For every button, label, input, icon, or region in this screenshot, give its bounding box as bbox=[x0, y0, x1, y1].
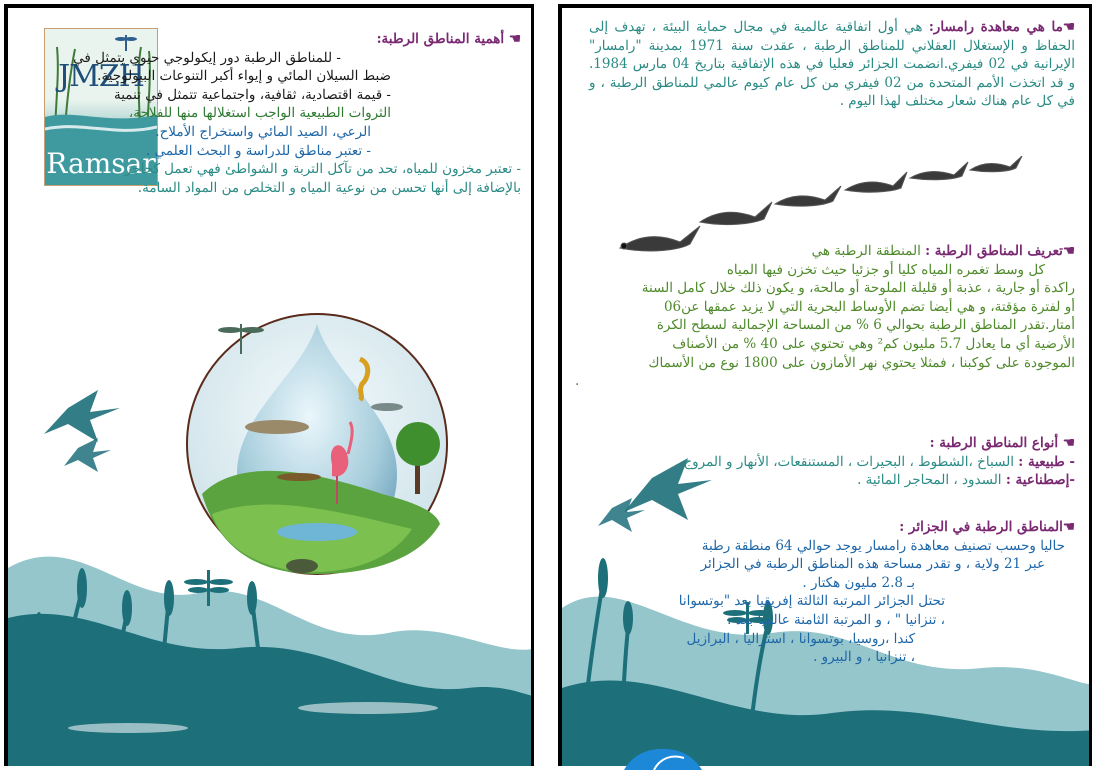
logo-top-text: JMZH bbox=[58, 59, 144, 94]
hand-pointer-icon: ☚ bbox=[1062, 519, 1075, 535]
algeria-line: عبر 21 ولاية ، و تقدر مساحة هذه المناطق الرطبة في الجزائر bbox=[700, 556, 1045, 573]
algeria-line: بـ 2.8 مليون هكتار . bbox=[802, 574, 915, 591]
ramsar-text: هي أول اتفاقية عالمية في مجال حماية البيئة ، تهدف إلى الحفاظ و الإستغلال العقلاني للمناطق الرطبة ، عقدت سنة 1971 بمدينة "رامسار" الإيرانية في 02 فيفري.انضمت الجزائر فعليا في هذه الإتفاقية بتاريخ 04 مارس 1984. و قد اتخذت الأمم المتحدة من 02 فيفري من كل عام كيوم عالمي للمناطق الرطبة ، و في كل عام هناك شعار مختلف لهذا اليوم . bbox=[589, 19, 1075, 110]
definition-line: أمتار.تقدر المناطق الرطبة بحوالي 6 % من المساحة الإجمالية لسطح الكرة bbox=[656, 317, 1075, 334]
logo-bottom-text: Ramsar bbox=[46, 147, 156, 180]
types-heading: أنواع المناطق الرطبة : bbox=[929, 435, 1059, 451]
importance-line: - للمناطق الرطبة دور إيكولوجي حيوي يتمثل في bbox=[73, 49, 341, 66]
importance-line: الثروات الطبيعية الواجب استغلالها منها للفلاحة، bbox=[128, 105, 391, 122]
natural-label: - طبيعية : bbox=[1018, 453, 1075, 470]
ramsar-heading: ما هي معاهدة رامسار: bbox=[928, 19, 1063, 35]
importance-heading: أهمية المناطق الرطبة: bbox=[376, 31, 505, 47]
definition-heading: تعريف المناطق الرطبة : bbox=[925, 243, 1063, 259]
definition-section bbox=[575, 242, 1075, 391]
definition-line: الموجودة على كوكبنا ، فمثلا يحتوي نهر الأمازون على 1800 نوع من الأسماك bbox=[648, 354, 1075, 371]
artificial-label: -إصطناعية : bbox=[1005, 472, 1075, 489]
algeria-line: تحتل الجزائر المرتبة الثالثة إفريقيا بعد "بوتسوانا bbox=[678, 593, 945, 610]
definition-line: الأرضية أي ما يعادل 5.7 مليون كم² وهي تحتوي على 40 % من الأصناف bbox=[672, 335, 1075, 352]
algeria-line: كندا ،روسيا، بوتسوانا ، استراليا ، البرازيل bbox=[686, 630, 915, 647]
algeria-line: ، تنزانيا " ، و المرتبة الثامنة عالميا بعد : bbox=[727, 611, 945, 628]
hand-pointer-icon: ☚ bbox=[1062, 243, 1075, 259]
natural-text: السباخ ،الشطوط ، البحيرات ، المستنقعات، الأنهار و المروج . bbox=[674, 453, 1014, 470]
importance-section bbox=[41, 30, 521, 197]
importance-line: الرعي، الصيد المائي واستخراج الأملاح. bbox=[155, 123, 371, 140]
artificial-text: السدود ، المحاجر المائية . bbox=[857, 472, 1002, 489]
algeria-line: حاليا وحسب تصنيف معاهدة رامسار يوجد حوالي 64 منطقة رطبة bbox=[701, 537, 1065, 554]
importance-line: - قيمة اقتصادية، ثقافية، واجتماعية تتمثل في تنمية bbox=[113, 86, 391, 103]
blue-bird-icon bbox=[624, 746, 704, 770]
hand-pointer-icon: ☚ bbox=[1058, 435, 1075, 451]
definition-intro: المنطقة الرطبة هي bbox=[811, 243, 921, 259]
hand-pointer-icon: ☚ bbox=[1062, 19, 1075, 35]
wetland-globe-illustration bbox=[182, 304, 452, 584]
definition-line: كل وسط تغمره المياه كليا أو جزئيا حيث تخزن فيها المياه bbox=[726, 261, 1045, 278]
importance-line: بالإضافة إلى أنها تحسن من نوعية المياه و التخلص من المواد السامة. bbox=[137, 179, 521, 196]
definition-line: أو لفترة مؤقتة، و هي أيضا تضم الأوساط البحرية التي لا يزيد عمقها عن06 bbox=[663, 298, 1075, 315]
hand-pointer-icon: ☚ bbox=[504, 31, 521, 47]
importance-line: ضبط السيلان المائي و إيواء أكبر التنوعات البيولوجية. bbox=[97, 68, 391, 85]
importance-line: - تعتبر مخزون للمياه، تحد من تآكل التربة و الشواطئ فهي تعمل كحاجز bbox=[124, 161, 521, 178]
left-page bbox=[4, 4, 534, 766]
algeria-heading: المناطق الرطبة في الجزائر : bbox=[899, 519, 1063, 535]
definition-line: راكدة أو جارية ، عذبة أو قليلة الملوحة أو مالحة، و يكون ذلك خلال كامل السنة bbox=[641, 280, 1075, 297]
types-section bbox=[575, 434, 1075, 490]
importance-line: - تعتبر مناطق للدراسة و البحث العلمي . bbox=[146, 142, 371, 159]
right-page bbox=[558, 4, 1092, 766]
algeria-line: ، تنزانيا ، و البيرو . bbox=[813, 649, 915, 666]
algeria-section bbox=[575, 518, 1075, 667]
ramsar-section bbox=[589, 18, 1075, 111]
definition-line: . bbox=[575, 373, 580, 390]
